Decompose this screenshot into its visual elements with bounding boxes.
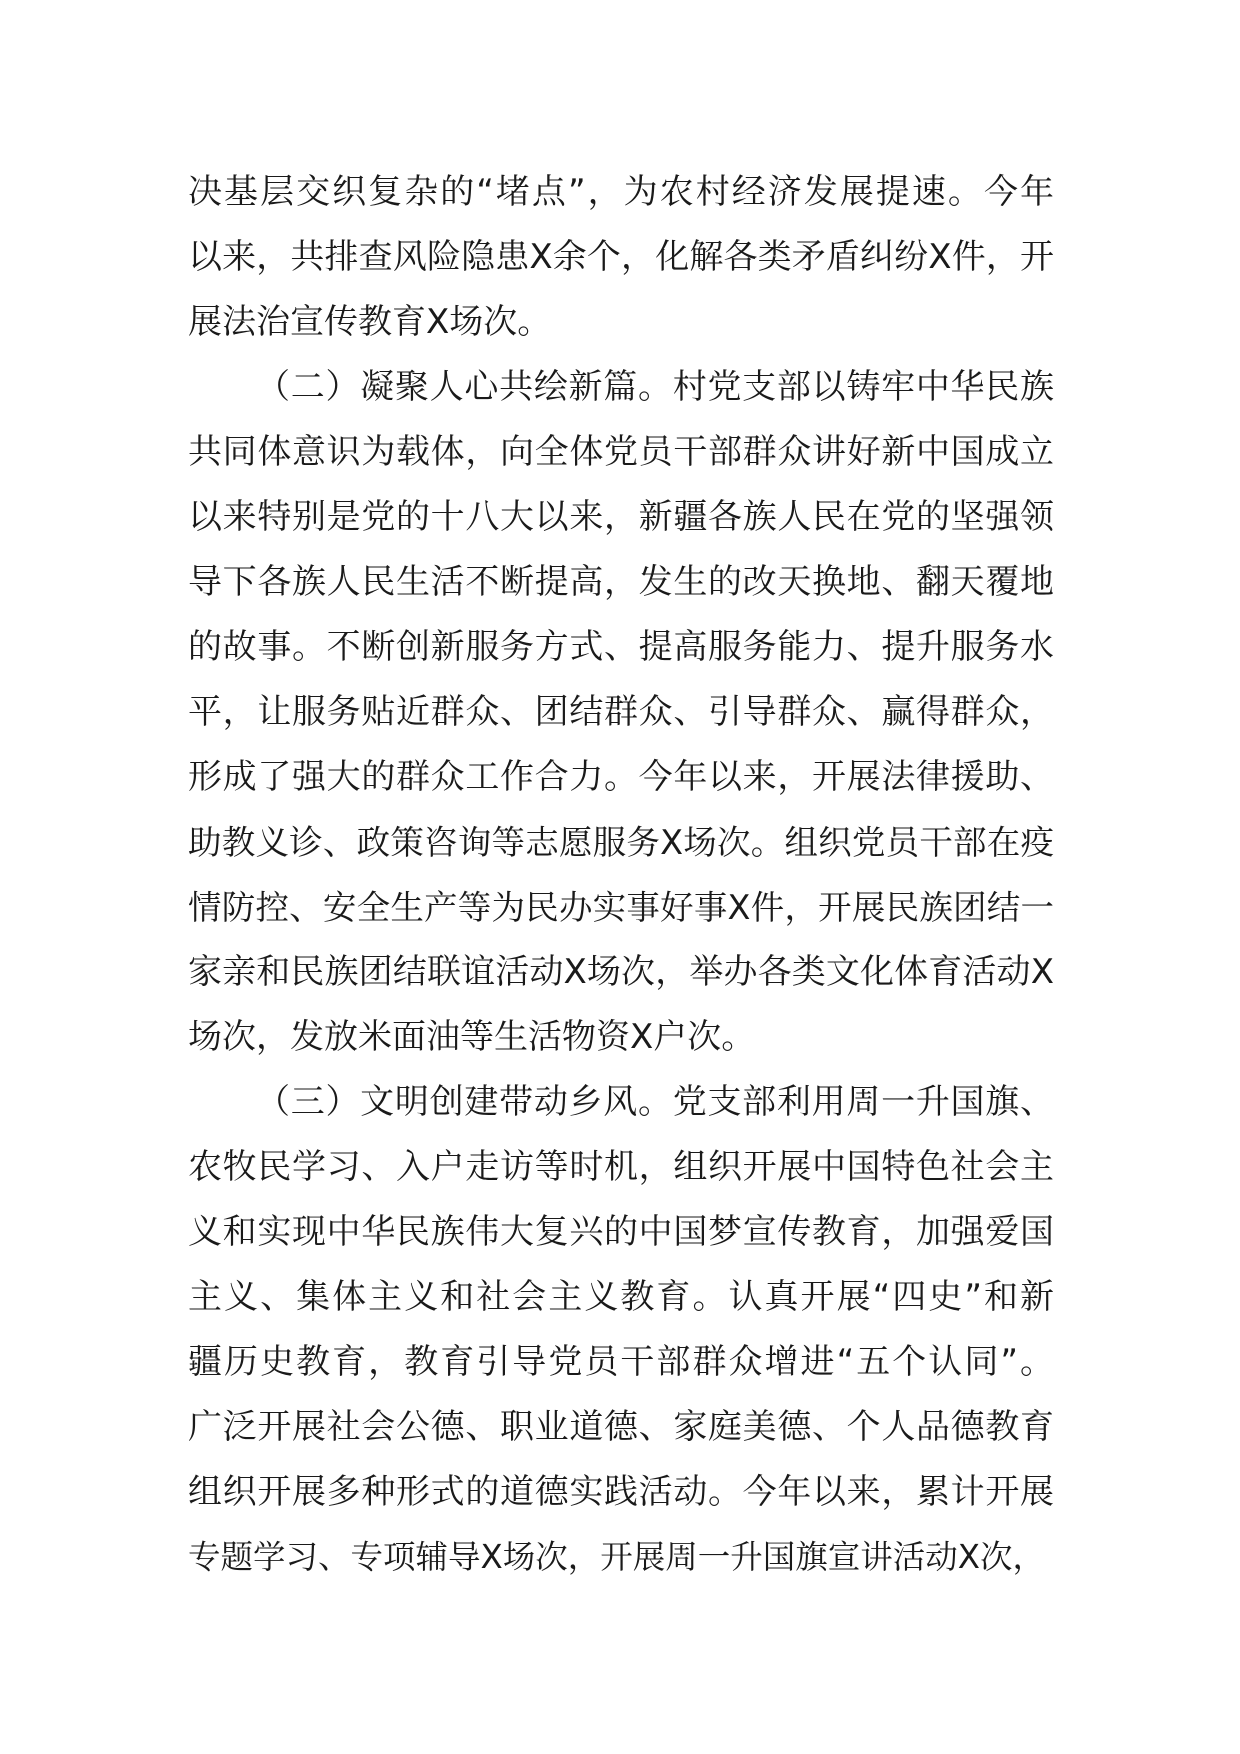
- text-line: 助教义诊、政策咨询等志愿服务Ⅹ场次。组织党员干部在疫: [188, 823, 1054, 862]
- text-line: 组织开展多种形式的道德实践活动。今年以来，累计开展: [188, 1472, 1054, 1512]
- paragraph-heading-line: （二）凝聚人心共绘新篇。村党支部以铸牢中华民族: [256, 367, 1054, 407]
- text-line: 平，让服务贴近群众、团结群众、引导群众、赢得群众，: [188, 692, 1054, 732]
- text-line: 情防控、安全生产等为民办实事好事Ⅹ件，开展民族团结一: [188, 888, 1054, 927]
- paragraph-heading-line: （三）文明创建带动乡风。党支部利用周一升国旗、: [256, 1082, 1054, 1122]
- text-line: 形成了强大的群众工作合力。今年以来，开展法律援助、: [188, 757, 1054, 797]
- text-line: 主义、集体主义和社会主义教育。认真开展“四史”和新: [188, 1277, 1054, 1317]
- text-line: 以来，共排查风险隐患Ⅹ余个，化解各类矛盾纠纷Ⅹ件，开: [188, 237, 1054, 277]
- text-line: 专题学习、专项辅导Ⅹ场次，开展周一升国旗宣讲活动Ⅹ次，: [188, 1538, 1046, 1576]
- text-line: 的故事。不断创新服务方式、提高服务能力、提升服务水: [188, 627, 1054, 667]
- text-line: 广泛开展社会公德、职业道德、家庭美德、个人品德教育: [188, 1407, 1054, 1447]
- text-line: 共同体意识为载体，向全体党员干部群众讲好新中国成立: [188, 432, 1054, 472]
- text-line: 展法治宣传教育Ⅹ场次。: [188, 302, 552, 342]
- text-line: 疆历史教育，教育引导党员干部群众增进“五个认同”。: [188, 1342, 1054, 1382]
- text-line: 导下各族人民生活不断提高，发生的改天换地、翻天覆地: [188, 562, 1054, 602]
- text-line: 以来特别是党的十八大以来，新疆各族人民在党的坚强领: [188, 497, 1054, 537]
- text-line: 家亲和民族团结联谊活动Ⅹ场次，举办各类文化体育活动Ⅹ: [188, 952, 1054, 992]
- body-text: [188, 160, 1054, 1590]
- text-line: 场次，发放米面油等生活物资Ⅹ户次。: [188, 1017, 756, 1057]
- text-line: 决基层交织复杂的“堵点”，为农村经济发展提速。今年: [188, 172, 1054, 212]
- text-line: 农牧民学习、入户走访等时机，组织开展中国特色社会主: [188, 1147, 1054, 1187]
- text-line: 义和实现中华民族伟大复兴的中国梦宣传教育，加强爱国: [188, 1212, 1054, 1252]
